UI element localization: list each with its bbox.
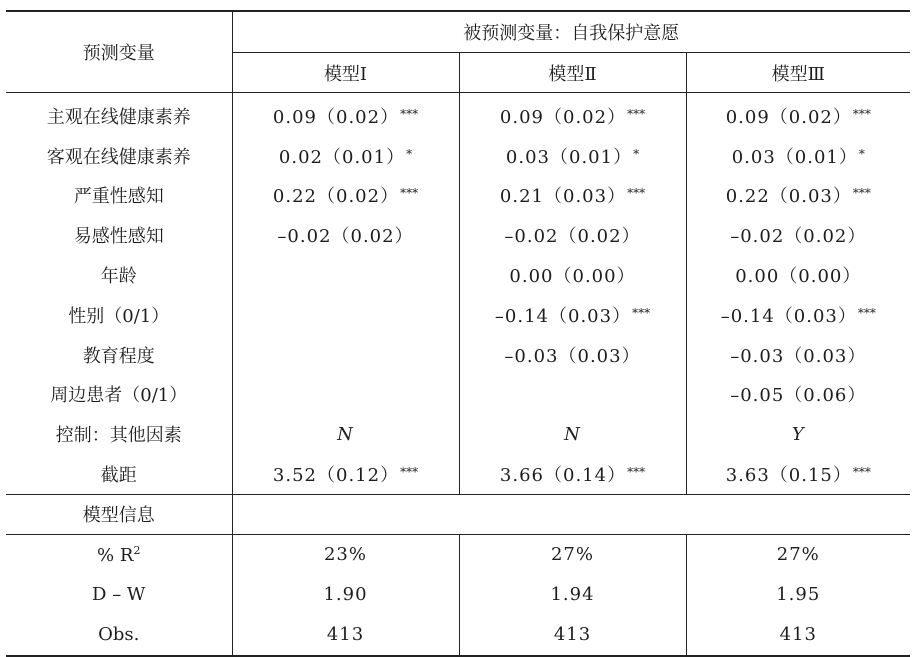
table-row: [6, 215, 910, 255]
coefficient-value: 0.09（0.02）: [725, 106, 852, 128]
table-row: [6, 255, 910, 295]
significance-stars: *: [633, 146, 640, 161]
coefficient-cell: [232, 454, 459, 494]
coefficient-cell: [686, 93, 910, 136]
coefficient-cell: [459, 215, 686, 255]
coefficient-cell: [459, 295, 686, 335]
coefficient-value: –0.05（0.06）: [730, 385, 867, 407]
stat-value: 1.90: [232, 575, 459, 615]
model-2-header: 模型Ⅱ: [459, 53, 686, 93]
coefficient-cell: [232, 136, 459, 176]
coefficient-value: 0.02（0.01）: [278, 146, 406, 168]
coefficient-value: –0.03（0.03）: [504, 345, 641, 367]
stat-row: [6, 615, 910, 656]
coefficient-cell: [459, 255, 686, 295]
predictor-header: 预测变量: [6, 11, 232, 93]
coefficient-value: 0.09（0.02）: [272, 106, 400, 128]
table-row: [6, 335, 910, 375]
significance-stars: ***: [627, 465, 646, 480]
coefficient-value: –0.02（0.02）: [277, 226, 414, 248]
table-row: [6, 454, 910, 494]
coefficient-cell: [232, 414, 459, 454]
significance-stars: ***: [852, 106, 871, 121]
model-info-rows: [6, 494, 910, 656]
row-label: 性别（0/1）: [68, 305, 170, 327]
stat-value: 413: [232, 615, 459, 656]
significance-stars: ***: [627, 186, 646, 201]
row-label: 易感性感知: [73, 226, 164, 248]
coefficient-cell: [686, 414, 910, 454]
stat-value: 413: [686, 615, 910, 656]
coefficient-value: –0.14（0.03）: [720, 305, 857, 327]
coefficient-value: 3.52（0.12）: [272, 465, 400, 487]
coefficient-cell: [232, 375, 459, 415]
coefficient-rows: [6, 93, 910, 495]
model-info-row: [6, 494, 910, 534]
coefficient-value: –0.14（0.03）: [494, 305, 632, 327]
coefficient-value: Y: [791, 423, 805, 445]
table-row: [6, 136, 910, 176]
coefficient-value: 0.00（0.00）: [735, 266, 862, 288]
coefficient-value: 3.63（0.15）: [725, 465, 852, 487]
coefficient-value: –0.02（0.02）: [504, 226, 641, 248]
coefficient-cell: [686, 255, 910, 295]
coefficient-cell: [459, 454, 686, 494]
coefficient-value: 0.22（0.02）: [272, 186, 400, 208]
coefficient-cell: [459, 335, 686, 375]
coefficient-value: N: [337, 423, 354, 445]
coefficient-cell: [686, 215, 910, 255]
coefficient-cell: [459, 93, 686, 136]
coefficient-cell: [459, 375, 686, 415]
model-1-header: 模型Ⅰ: [232, 53, 459, 93]
coefficient-value: 0.21（0.03）: [499, 186, 627, 208]
significance-stars: ***: [400, 106, 419, 121]
coefficient-cell: [232, 255, 459, 295]
model-info-label: 模型信息: [6, 494, 232, 534]
coefficient-cell: [232, 335, 459, 375]
stat-value: 27%: [459, 534, 686, 575]
significance-stars: ***: [400, 465, 419, 480]
significance-stars: ***: [852, 465, 871, 480]
coefficient-cell: [686, 335, 910, 375]
coefficient-cell: [686, 136, 910, 176]
stat-label-text: % R: [97, 544, 134, 566]
coefficient-cell: [459, 176, 686, 216]
coefficient-value: 0.03（0.01）: [731, 146, 858, 168]
stat-value: 27%: [686, 534, 910, 575]
row-label: 截距: [100, 465, 137, 487]
stat-label: [6, 575, 232, 615]
table-row: [6, 176, 910, 216]
stat-value: 1.95: [686, 575, 910, 615]
stat-label-text: Obs.: [98, 624, 140, 646]
coefficient-value: 3.66（0.14）: [499, 465, 627, 487]
coefficient-cell: [686, 176, 910, 216]
significance-stars: *: [406, 146, 413, 161]
stat-value: 413: [459, 615, 686, 656]
coefficient-cell: [232, 176, 459, 216]
stat-label: [6, 534, 232, 575]
coefficient-value: N: [564, 423, 581, 445]
coefficient-value: 0.00（0.00）: [509, 266, 636, 288]
row-label: 主观在线健康素养: [46, 106, 191, 128]
significance-stars: ***: [627, 106, 646, 121]
row-label: 周边患者（0/1）: [50, 385, 188, 407]
row-label: 教育程度: [82, 345, 155, 367]
outcome-header: 被预测变量：自我保护意愿: [232, 11, 910, 53]
significance-stars: ***: [632, 305, 651, 320]
stat-value: 1.94: [459, 575, 686, 615]
coefficient-value: –0.03（0.03）: [730, 345, 867, 367]
table-row: [6, 414, 910, 454]
coefficient-value: 0.09（0.02）: [499, 106, 627, 128]
row-label: 严重性感知: [73, 186, 164, 208]
coefficient-cell: [686, 454, 910, 494]
significance-stars: ***: [857, 305, 876, 320]
table-row: [6, 375, 910, 415]
coefficient-value: 0.03（0.01）: [505, 146, 633, 168]
coefficient-cell: [232, 295, 459, 335]
stat-label: [6, 615, 232, 656]
stat-row: [6, 534, 910, 575]
coefficient-value: –0.02（0.02）: [730, 226, 867, 248]
significance-stars: ***: [400, 186, 419, 201]
coefficient-cell: [686, 375, 910, 415]
model-3-header: 模型Ⅲ: [686, 53, 910, 93]
stat-value: 23%: [232, 534, 459, 575]
coefficient-cell: [459, 414, 686, 454]
stat-label-text: D – W: [92, 584, 146, 606]
stat-row: [6, 575, 910, 615]
coefficient-cell: [686, 295, 910, 335]
model-info-blank: [232, 494, 910, 534]
row-label: 年龄: [100, 266, 137, 288]
coefficient-cell: [232, 93, 459, 136]
regression-table: [6, 10, 910, 657]
row-label: 控制：其他因素: [55, 425, 182, 447]
significance-stars: *: [858, 146, 865, 161]
coefficient-cell: [232, 215, 459, 255]
stat-label-superscript: 2: [133, 543, 141, 557]
coefficient-cell: [459, 136, 686, 176]
significance-stars: ***: [852, 186, 871, 201]
table-row: [6, 93, 910, 136]
row-label: 客观在线健康素养: [46, 146, 191, 168]
coefficient-value: 0.22（0.03）: [725, 186, 852, 208]
table-row: [6, 295, 910, 335]
